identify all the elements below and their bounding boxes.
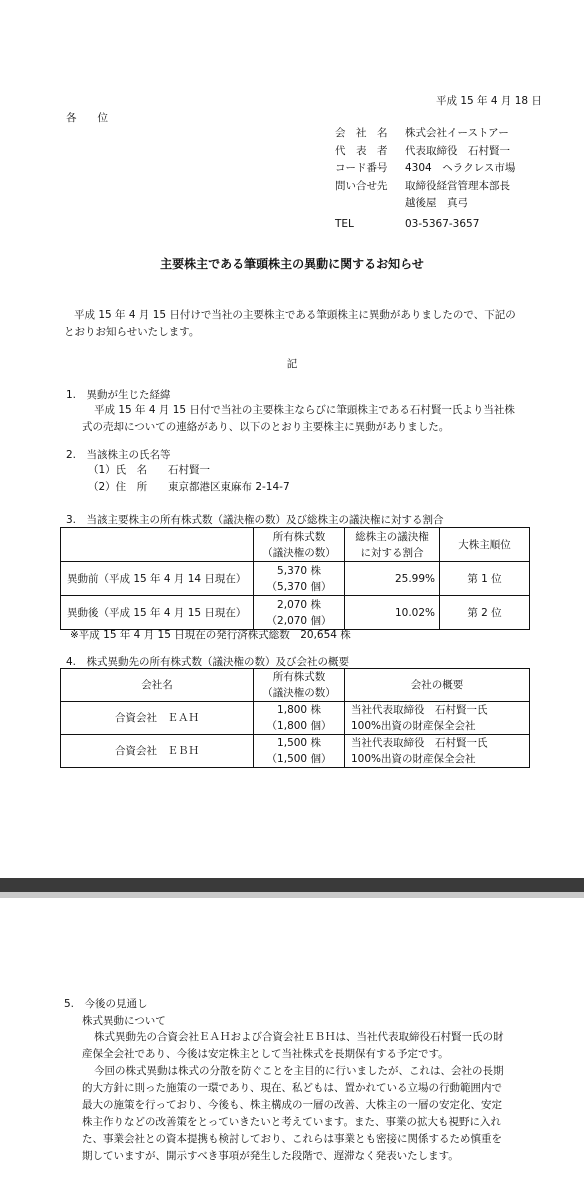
company-name-label: 会 社 名 [335,127,388,139]
representative-label: 代 表 者 [335,144,388,157]
section-5-heading: 5. 今後の見通し [64,998,148,1010]
contact-value: 取締役経営管理本部長 [405,179,510,192]
code-label: コード番号 [335,162,388,174]
section-2-heading: 2. 当該株主の氏名等 [66,449,171,461]
transferee-header-row [61,669,530,702]
date: 平成 15 年 4 月 18 日 [436,95,542,107]
table-row [61,596,530,630]
ki-heading: 記 [286,358,298,370]
code-value: 4304 ヘラクレス市場 [405,162,516,174]
section-1-line-1: 平成 15 年 4 月 15 日付で当社の主要株主ならびに筆頭株主である石村賢一氏より当社株 [94,404,515,416]
section-1-body [82,402,515,436]
contact-name-value: 越後屋 真弓 [405,197,468,209]
intro-line-2: とおりお知らせいたします。 [64,326,200,338]
eah-name: 合資会社 ＥＡＨ [61,702,254,735]
name-row [88,462,210,477]
document-page-2 [0,898,584,1200]
company-info [335,125,515,233]
table-row [61,702,530,735]
ebh-overview: 当社代表取締役 石村賢一氏 100%出資の財産保全会社 [345,735,530,768]
address-row [88,479,290,494]
transferee-table [60,668,530,768]
address-value: 東京都港区東麻布 2-14-7 [168,481,290,493]
section-1-heading: 1. 異動が生じた経緯 [66,389,171,401]
section-3-heading: 3. 当該主要株主の所有株式数（議決権の数）及び総株主の議決権に対する割合 [66,514,444,526]
section-5-line-2: 産保全会社であり、今後は安定株主として当社株式を長期保有する予定です。 [82,1048,449,1060]
after-rank: 第 2 位 [440,596,530,630]
section-5-line-1: 株式異動先の合資会社ＥＡＨおよび合資会社ＥＢＨは、当社代表取締役石村賢一氏の財 [94,1031,504,1043]
company-overview-header: 会社の概要 [345,669,530,702]
shareholding-table [60,527,530,630]
ratio-header: 総株主の議決権 に対する割合 [345,528,440,562]
section-5-line-5: 最大の施策を行っており、今後も、株主構成の一層の改善、大株主の一層の安定化、安定 [82,1099,502,1111]
section-5-line-3: 今回の株式異動は株式の分散を防ぐことを主目的に行いましたが、これは、会社の長期 [94,1065,504,1077]
section-5-line-7: た、事業会社との資本提携も検討しており、これらは事業とも密接に関係するため慎重を [82,1133,502,1145]
intro-line-1: 平成 15 年 4 月 15 日付けで当社の主要株主である筆頭株主に異動がありましたので、下記の [74,309,516,321]
addressee: 各 位 [66,112,108,124]
representative-value: 代表取締役 石村賢一 [405,144,510,157]
section-5-line-4: 的大方針に則った施策の一環であり、現在、私どもは、置かれている立場の行動範囲内で [82,1082,502,1094]
name-value: 石村賢一 [168,464,210,476]
shares-header: 所有株式数 （議決権の数） [254,528,345,562]
before-shares: 5,370 株 （5,370 個） [254,562,345,596]
eah-overview: 当社代表取締役 石村賢一氏 100%出資の財産保全会社 [345,702,530,735]
document-title: 主要株主である筆頭株主の異動に関するお知らせ [160,257,424,271]
table-row [61,562,530,596]
transferee-shares-header: 所有株式数 （議決権の数） [254,669,345,702]
tel-label: TEL [335,217,354,230]
section-5-line-6: 株主作りなどの改善策をとっていきたいと考えています。また、事業の拡大も視野に入れ [82,1116,501,1128]
section-1-line-2: 式の売却についての連絡があり、以下のとおり主要株主に異動がありました。 [82,421,450,433]
ebh-shares: 1,500 株 （1,500 個） [254,735,345,768]
company-name-header: 会社名 [61,669,254,702]
section-5-subheading: 株式異動について [82,1015,166,1027]
after-ratio: 10.02% [345,596,440,630]
issued-shares-note: ※平成 15 年 4 月 15 日現在の発行済株式総数 20,654 株 [70,629,351,641]
section-5-body [82,1029,504,1165]
address-label: （2）住 所 [88,481,148,493]
before-rank: 第 1 位 [440,562,530,596]
eah-shares: 1,800 株 （1,800 個） [254,702,345,735]
rank-header: 大株主順位 [440,528,530,562]
section-5-line-8: 期していますが、開示すべき事項が発生した段階で、遅滞なく発表いたします。 [82,1150,459,1162]
after-shares: 2,070 株 （2,070 個） [254,596,345,630]
after-label: 異動後（平成 15 年 4 月 15 日現在） [61,596,254,630]
page-separator [0,878,584,892]
company-name-value: 株式会社イーストアー [405,127,509,139]
shareholding-header-row [61,528,530,562]
table-row [61,735,530,768]
before-ratio: 25.99% [345,562,440,596]
section-4-heading: 4. 株式異動先の所有株式数（議決権の数）及び会社の概要 [66,656,350,668]
tel-value: 03-5367-3657 [405,217,480,230]
contact-label: 問い合せ先 [335,179,388,192]
ebh-name: 合資会社 ＥＢＨ [61,735,254,768]
intro-paragraph [64,307,516,341]
name-label: （1）氏 名 [88,464,148,476]
before-label: 異動前（平成 15 年 4 月 14 日現在） [61,562,254,596]
